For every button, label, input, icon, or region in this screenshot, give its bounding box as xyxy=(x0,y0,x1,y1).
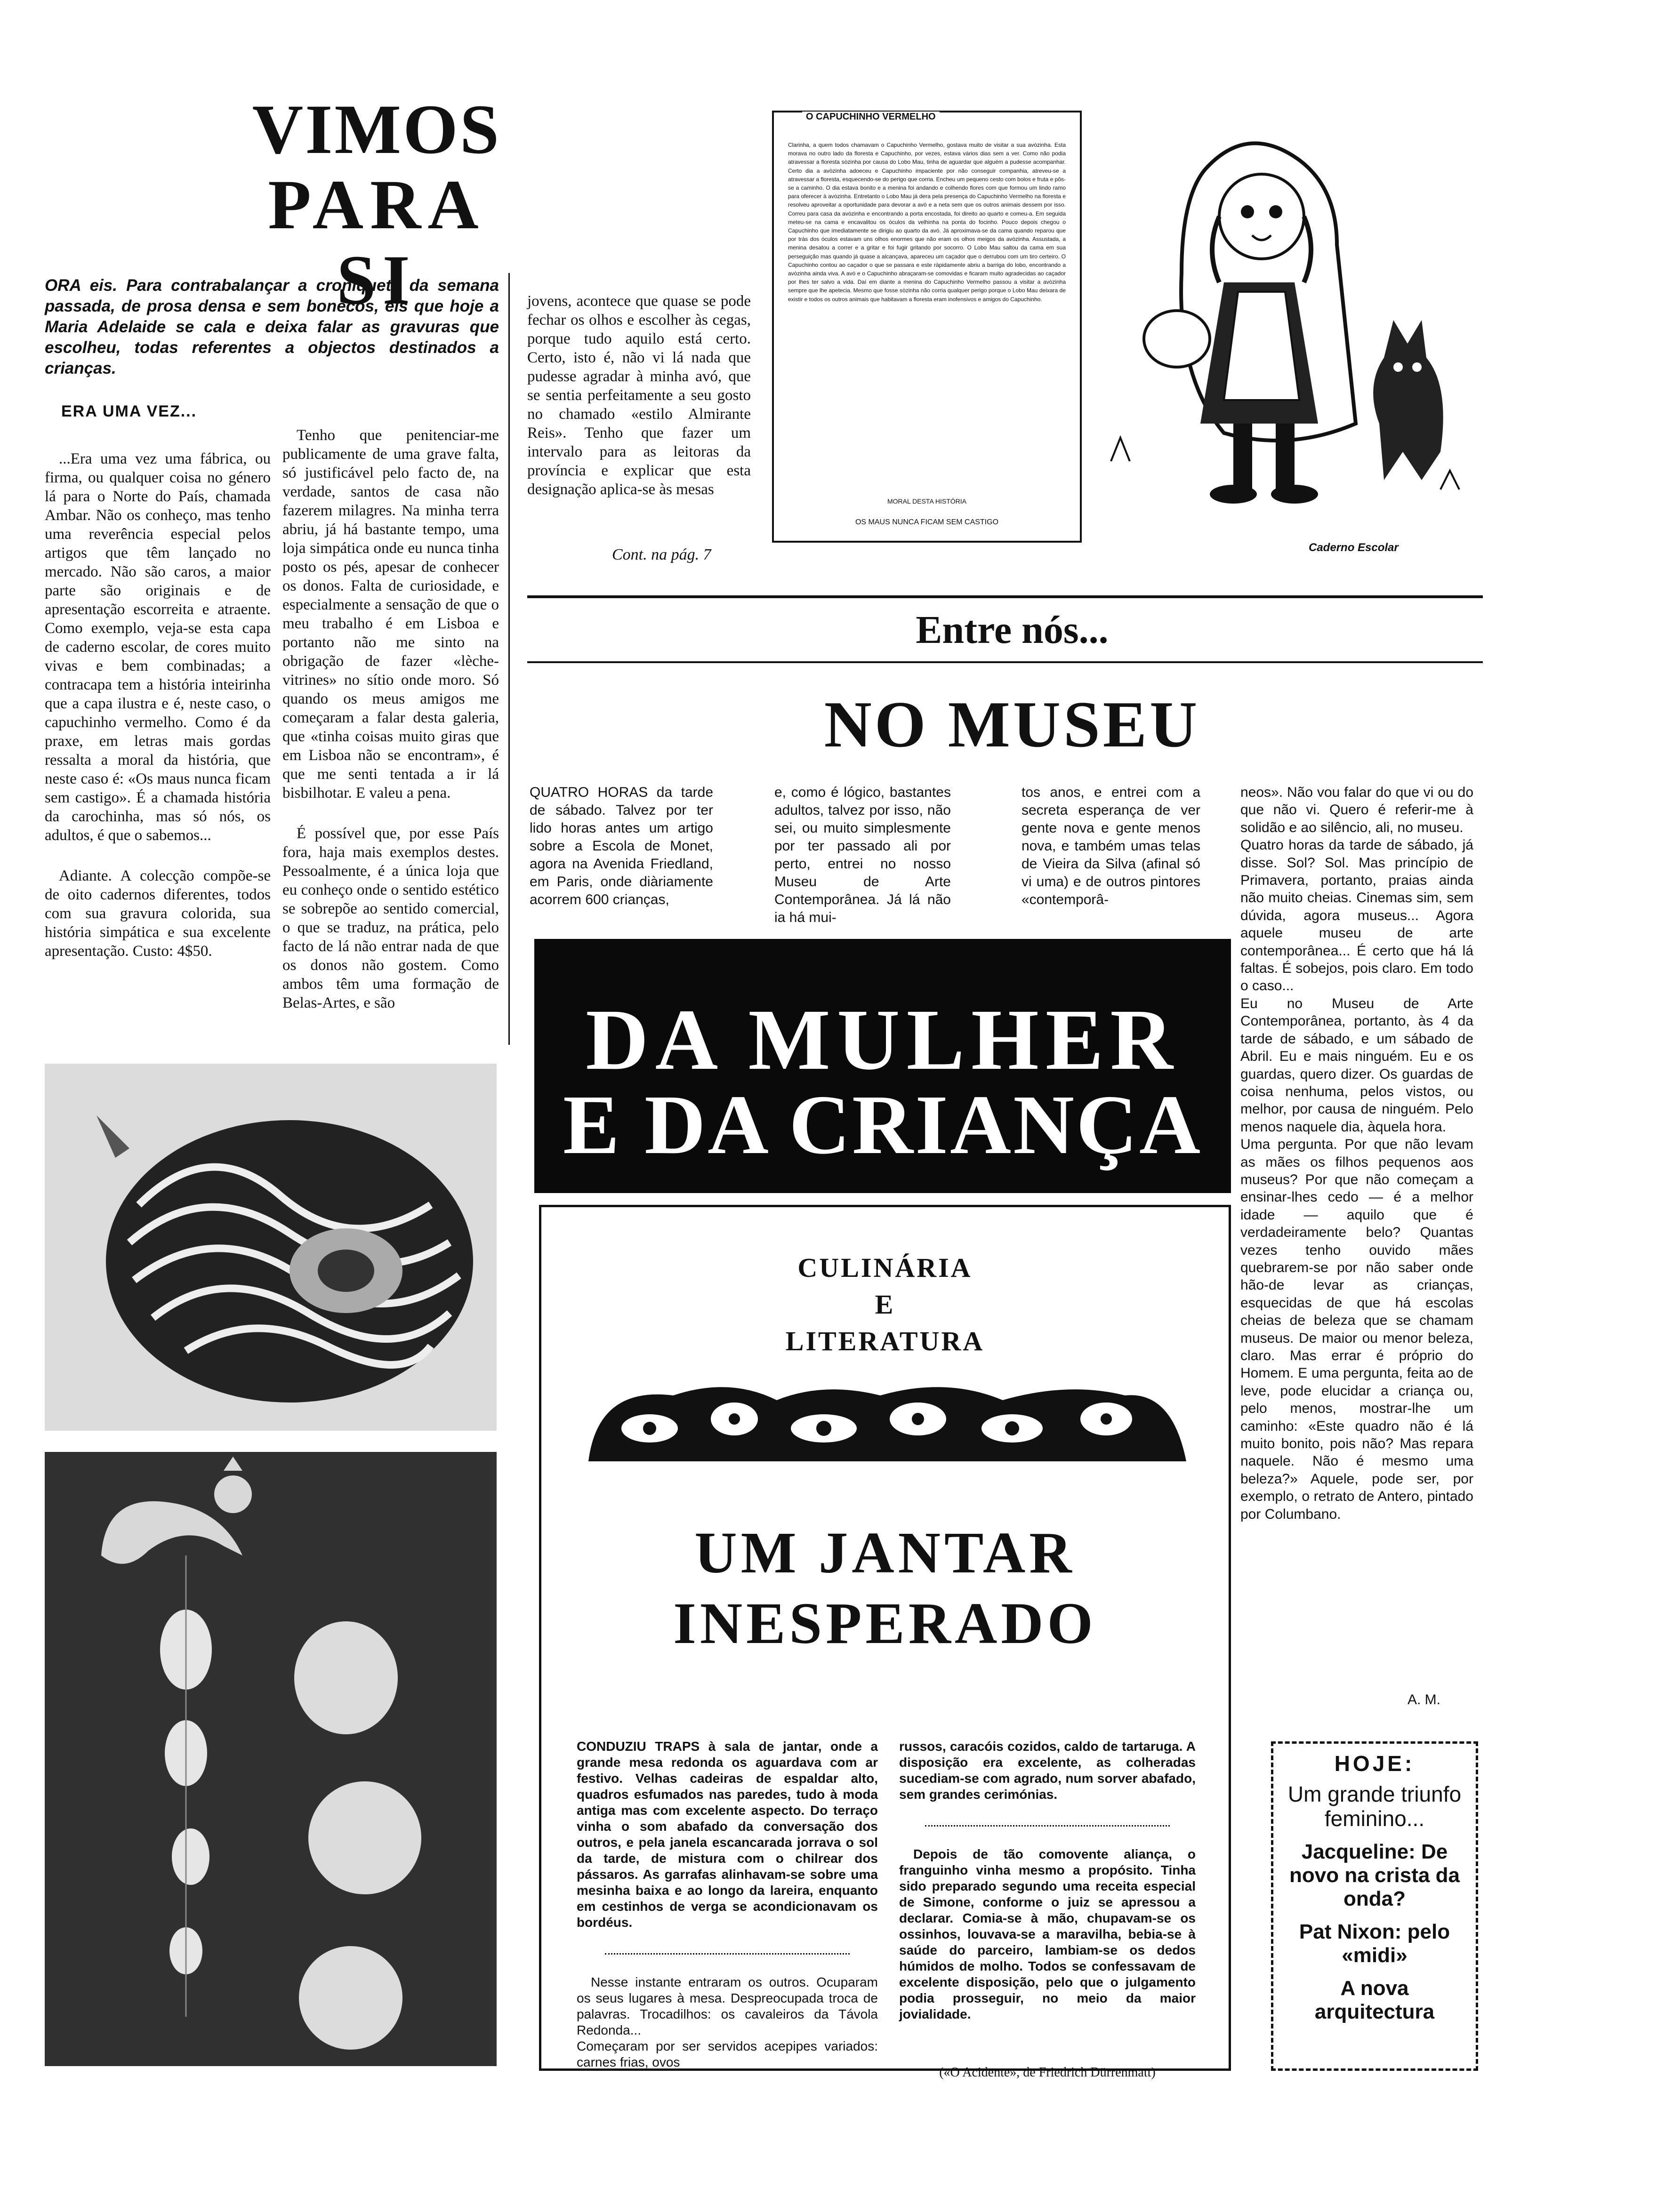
section-banner xyxy=(534,939,1231,1193)
banner-line-1: DA MULHER xyxy=(586,992,1180,1088)
engraving-food-illustration xyxy=(579,1367,1191,1471)
left-vertical-rule xyxy=(508,273,510,1045)
museu-signature: A. M. xyxy=(1408,1692,1441,1707)
hoje-item-1: Um grande triunfo feminino... xyxy=(1287,1782,1462,1831)
museu-col-1: QUATRO HORAS da tarde de sábado. Talvez por ter lido horas antes um artigo sobre a Escola de Monet, agora na Avenida Friedland, em Paris, onde diàriamente acorrem 600 crianças, xyxy=(530,785,713,907)
culinaria-box xyxy=(539,1205,1231,2080)
capuchinho-story-box xyxy=(772,111,1082,543)
culinaria-col-1: CONDUZIU TRAPS à sala de jantar, onde a grande mesa redonda os aguardava com ar festivo. Velhas cadeiras de espaldar alto, quadros esfumados nas paredes, tudo à moda antiga mas com excelente aspecto. Do terraço vinha o som abafado da conversação dos outros, e pela janela escancarada jorrava o sol da tarde, de mistura com o chilrear dos pássaros. As garrafas alinhavam-se sobre uma mesinha baixa e ao longo da lareira, enquanto em cestinhos de verga se acondicionavam os bordéus. Nesse instante entraram os outros. Ocuparam os seus lugares à mesa. Despreocupada troca de palavras. Trocadilhos: os cavaleiros da Távola Redonda... Começaram por ser servidos acepipes variados: carnes frias, ovos xyxy=(577,1739,878,2069)
divider xyxy=(605,1953,850,1955)
vimos-col-1: ...Era uma vez uma fábrica, ou firma, ou qualquer coisa no género lá para o Norte do País, chamada Ambar. Não os conheço, mas tenho uma reverência especial pelos artigos que têm lançado no mercado. Não são caros, a maior parte são originais e de apresentação escorreita e atraente. Como exemplo, veja-se esta capa de caderno escolar, de cores muito vivas e bem combinadas; a contracapa tem a história inteirinha que a capa ilustra e é, neste caso, o capuchinho vermelho. Como é da praxe, em letras mais gordas ressalta a moral da história, que neste caso é: «Os maus nunca ficam sem castigo». É a chamada história da carochinha, mas só nós, os adultos, é que o sabemos... Adiante. A colecção compõe-se de oito cadernos diferentes, todos com sua gravura colorida, sua história simpática e sua excelente apresentação. Custo: 4$50. xyxy=(45,450,271,960)
vimos-subhead: ERA UMA VEZ... xyxy=(61,402,197,420)
vimos-col-2: Tenho que penitenciar-me publicamente de uma grave falta, só justificável pelo facto de, na verdade, santos de casa não fazerem milagres. Na minha terra abriu, já há bastante tempo, uma loja simpática onde eu nunca tinha posto os pés, apesar de conhecer os donos. Falta de curiosidade, e especialmente a sensação de que o meu trabalho é em Lisboa e portanto não me sinto na obrigação de fazer «lèche-vitrines» no sítio onde moro. Só quando os meus amigos me começaram a falar desta galeria, que «tinha coisas muito giras que em Lisboa não se encontram», é que me senti tentada a ir lá bisbilhotar. E valeu a pena. É possível que, por esse País fora, haja mais exemplos destes. Pessoalmente, é a única loja que eu conheço onde o sentido estético se sobrepõe ao sentido comercial, o que se traduz, na prática, pelo facto de lá não entrar nada de que os donos não gostem. Como ambos têm uma formação de Belas-Artes, e são xyxy=(282,427,499,1011)
culinaria-title: UM JANTAR INESPERADO xyxy=(673,1521,1097,1656)
capuchinho-moral-label: MORAL DESTA HISTÓRIA xyxy=(887,497,967,505)
hoje-item-2: Jacqueline: De novo na crista da onda? xyxy=(1289,1840,1460,1910)
hoje-box xyxy=(1271,1741,1478,2071)
photo-fabric-bag xyxy=(45,1064,497,1431)
hoje-item-3: Pat Nixon: pelo «midi» xyxy=(1299,1920,1450,1967)
capuchinho-heading: O CAPUCHINHO VERMELHO xyxy=(802,112,940,122)
continuation-note: Cont. na pág. 7 xyxy=(612,546,711,563)
hoje-item-4: A nova arquitectura xyxy=(1314,1977,1435,2023)
section-rule-top xyxy=(527,595,1483,598)
section-rule-mid xyxy=(527,661,1483,663)
illustration-red-riding-hood xyxy=(1092,94,1502,555)
museu-title: NO MUSEU xyxy=(824,688,1200,761)
divider xyxy=(925,1825,1170,1827)
illustration-caption: Caderno Escolar xyxy=(1309,541,1399,554)
culinaria-kicker: CULINÁRIA E LITERATURA xyxy=(785,1252,985,1356)
vimos-title: VIMOS PARA SI xyxy=(252,90,501,319)
museu-col-4: neos». Não vou falar do que vi ou do que não vi. Quero é referir-me à solidão e ao silêncio, ali, no museu. Quatro horas da tarde de sábado, já disse. Sol? Sol. Mas princípio de Primavera, portanto, praias ainda não muito cheias. Cinemas sim, sem dúvida, agora museus... Agora aquele museu de arte contemporânea... É certo que há lá faltas. É sobejos, pois claro. Em todo o caso... Eu no Museu de Arte Contemporânea, portanto, às 4 da tarde de sábado, e um sábado de Abril. Eu e mais ninguém. Eu e os guardas, quero dizer. Os guardas de coisa nenhuma, pelos vistos, ou melhor, por causa de ninguém. Pelo menos naquele dia, àquela hora. Uma pergunta. Por que não levam as mães os filhos pequenos aos museus? Por que não começam a ensinar-lhes cedo — é a melhor idade — aquilo que é verdadeiramente belo? Quantas vezes tenho ouvido mães quebrarem-se por não saber onde hão-de levar as crianças, esquecidas de que há escolas cheias de beleza que se chamam museus. De maior ou menor beleza, claro. Mas errar é próprio do Homem. E uma pergunta, feita ao de leve, pode elucidar a criança ou, pelo menos, mostrar-lhe um caminho: «Este quadro não é lá muito bonito, pois não? Mas repara naquele. Não é mesmo uma beleza?» Aquele, pode ser, por exemplo, o retrato de Antero, pintado por Columbano. xyxy=(1240,785,1473,1522)
culinaria-col-2: russos, caracóis cozidos, caldo de tartaruga. A disposição era excelente, as colheradas sucediam-se com agrado, num sorver abafado, sem grandes cerimónias. Depois de tão comovente aliança, o franguinho vinha mesmo a propósito. Tinha sido preparado segundo uma receita especial de Simone, conforme o juiz se apressou a declarar. Comia-se à mão, chupavam-se os ossinhos, louvava-se a maravilha, bebia-se à saúde do parceiro, lambiam-se os dedos húmidos de molho. Todos se confessavam de excelente disposição, pelo que o julgamento podia prosseguir, no meio da maior jovialidade. («O Acidente», de Friedrich Dürrenmatt) xyxy=(899,1739,1196,2080)
museu-col-3: tos anos, e entrei com a secreta esperança de ver gente nova e gente menos nova, e também umas telas de Vieira da Silva (afinal só vi uma) e de outros pintores «contemporâ- xyxy=(1022,785,1200,907)
vimos-intro: ORA eis. Para contrabalançar a croniqueta da semana passada, de prosa densa e sem bonecos, eis que hoje a Maria Adelaide se cala e deixa falar as gravuras que escolheu, todas referentes a objectos destinados a crianças. xyxy=(45,276,499,377)
museu-kicker: Entre nós... xyxy=(916,608,1109,652)
banner-line-2: E DA CRIANÇA xyxy=(563,1078,1203,1171)
capuchinho-moral: OS MAUS NUNCA FICAM SEM CASTIGO xyxy=(855,518,999,526)
capuchinho-text: Clarinha, a quem todos chamavam o Capuchinho Vermelho, gostava muito de visitar a sua avòzinha. Esta morava no outro lado da floresta e Capuchinho, por vezes, estava vários dias sem a ver. Como não podia atravessar a floresta sòzinha por causa do Lobo Mau, tinha de aguardar que alguém a pudesse acompanhar. Certo dia a avòzinha adoeceu e Capuchinho impaciente por não conseguir companhia, atreveu-se a atravessar a floresta, esquecendo-se do perigo que corria. Encheu um pequeno cesto com bolos e fruta e pôs-se a caminho. O dia estava bonito e a menina foi andando e colhendo flores com que formou um lindo ramo para oferecer à avòzinha. Entretanto o Lobo Mau já dera pela presença do Capuchinho Vermelho na floresta e resolveu aproveitar a oportunidade para devorar a avó e a neta sem que os outros animais dessem por isso. Correu para casa da avòzinha e encontrando a porta encostada, foi direito ao quarto e comeu-a. Em seguida meteu-se na cama e encavalitou os óculos da velhinha na ponta do focinho. Pouco depois chegou o Capuchinho que imediatamente se dirigiu ao quarto da avó. Já aproximava-se da cama quando reparou que por trás dos óculos estavam uns olhos enormes que não eram os olhos meigos da avòzinha. Assustada, a menina desatou a correr e a gritar e foi fugir gritando por socorro. O Lobo Mau saltou da cama em sua perseguição mas quando já quase a alcançava, apareceu um caçador que o derrubou com um tiro certeiro. O Capuchinho contou ao caçador o que se passara e este ràpidamente abriu a barriga do lobo, encontrando a avòzinha ainda viva. A avó e o Capuchinho abraçaram-se comovidas e ficaram muito agradecidas ao caçador por lhes ter salvo a vida. Daí em diante a menina do Capuchinho Vermelho passou a visitar a avòzinha sempre que lhe apetecia. Mesmo que fosse sòzinha não corria qualquer perigo porque o Lobo Mau deixara de existir e todos os outros animais que habitavam a floresta eram inofensivos e amigos do Capuchinho. xyxy=(788,142,1066,303)
museu-col-2: e, como é lógico, bastantes adultos, talvez por isso, não sei, ou muito simplesmente por ter passado ali por perto, entrei no nosso Museu de Arte Contemporânea. Já lá não ia há mui- xyxy=(774,785,951,925)
hoje-label: HOJE: xyxy=(1334,1751,1415,1776)
vimos-col-3: jovens, acontece que quase se pode fechar os olhos e escolher às cegas, porque tudo aquilo está certo. Certo, isto é, não vi lá nada que pudesse agradar à minha avó, que se sentia perfeitamente a seu gosto no chamado «estilo Almirante Reis». Tenho que fazer um intervalo para as leitoras da província e explicar que esta designação aplica-se às mesas xyxy=(527,293,751,498)
photo-hen-mobile xyxy=(45,1452,497,2066)
